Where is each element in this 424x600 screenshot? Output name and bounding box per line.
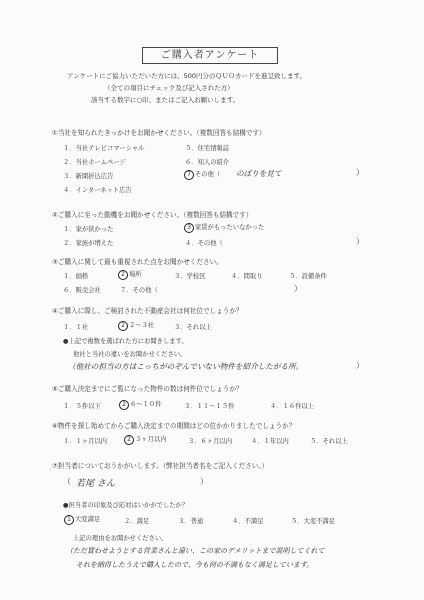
q1-option-2[interactable]: ２．当社ホームページ [63,159,126,166]
q1-other-answer: のぼりを見て [236,169,282,178]
q2-option-3-label: 家賃がもったいなかった [195,224,265,231]
q3-option-5[interactable]: ５．設備条件 [289,273,327,280]
q5-option-1[interactable]: １．５件以下 [63,403,101,410]
q7-option-2[interactable]: ２．満足 [124,518,150,525]
q3-option-7[interactable]: ７．その他（ [120,287,158,294]
q6-question: ⑥物件を探し始めてからご購入決定までの期間はどの位かかりましたでしょうか？ [52,422,296,430]
intro-line-1: アンケートにご協力いただいた方には、500円分のＱＵＯカードを進呈致します。 [67,72,306,80]
q3-close-paren: ） [294,284,302,293]
q7-option-1[interactable] [64,514,100,525]
q7-reason-line-2: それを納得したうえで購入したので、今も何の不満もなく満足しています。 [76,561,314,569]
q5-question: ⑤ご購入決定までにご覧になった物件の数は何件位でしょうか？ [52,385,243,393]
q7-option-3[interactable]: ３．普通 [178,518,204,525]
q1-option-6[interactable]: ６．知人の紹介 [185,159,230,166]
intro-line-3: 該当する数字に○印、またはご記入お願いします。 [91,96,240,104]
q7-staff-name: 若尾 さん [76,479,115,489]
q6-option-2[interactable] [124,434,166,445]
q7-question: ⑦担当者についておうかがいします。（弊社担当者名をご記入ください。） [52,462,269,470]
q4-sub-question-1: ●上記で複数を選ばれた方にお聞きします。 [63,338,188,345]
q3-option-3[interactable]: ３．学校区 [174,273,206,280]
q3-option-6[interactable]: ６．販売会社 [63,287,101,294]
q6-selected-circle: 2 [124,435,134,445]
q2-selected-circle: 3 [184,223,194,233]
q7-option-4[interactable]: ４．不満足 [232,518,264,525]
q7-option-1-label: 大変満足 [75,516,101,523]
q3-selected-circle: 2 [118,270,128,280]
q1-option-4[interactable]: ４．インターネット広告 [63,187,132,194]
q1-option-7[interactable] [184,169,220,180]
q2-question: ②ご購入に至った動機をお聞かせください。（複数回答も結構です） [52,211,253,219]
q5-selected-circle: 2 [119,400,129,410]
q4-option-2-label: ２～３社 [129,322,155,329]
q4-option-2[interactable] [118,320,154,331]
q3-question: ③ご購入に関して最も重視された点をお聞かせください。 [52,258,223,266]
q5-option-3[interactable]: ３．１１～１５件 [184,403,235,410]
q7-sub-question: ●担当者の印象及び応対はいかがでしたか？ [63,502,189,509]
q1-option-7-label: その他（ [195,171,221,178]
q4-answer: （他社の担当の方はこっちがのぞんでいない物件を紹介したがる所。 [68,362,304,371]
survey-title: ご購入者アンケート [142,47,278,64]
intro-line-2: （全ての項目にチェック及び記入された方） [104,84,234,92]
q6-option-3[interactable]: ３．６ヶ月以内 [188,438,233,445]
q3-option-2-label: 場所 [129,271,142,278]
q5-option-2-label: ６～１０件 [130,401,162,408]
q4-close-paren: ） [356,361,364,370]
q6-option-5[interactable]: ５．それ以上 [310,438,348,445]
q2-option-2[interactable]: ２．家族が増えた [63,240,114,247]
q1-option-3[interactable]: ３．新聞折込広告 [63,173,114,180]
q7-selected-circle: 1 [64,515,74,525]
q1-option-1[interactable]: １．当社テレビコマーシャル [63,145,145,152]
q4-selected-circle: 2 [118,321,128,331]
q6-option-2-label: ３ヶ月以内 [135,436,167,443]
q5-option-2[interactable] [119,399,161,410]
q1-close-paren: ） [356,168,364,177]
q3-option-4[interactable]: ４．間取り [231,273,263,280]
q5-option-4[interactable]: ４．１６件以上 [270,403,315,410]
q7-reason-label: 上記の理由をお聞かせください。 [73,535,168,542]
q3-option-2[interactable] [118,269,142,280]
q7-open-paren: （ [63,477,71,486]
q1-question: ①当社を知られたきっかけをお聞かせください。（複数回答も結構です） [52,129,266,137]
q7-option-5[interactable]: ５．大変不満足 [291,518,336,525]
q4-question: ④ご購入に際し、ご検討された不動産会社は何社位でしょうか？ [52,307,243,315]
q1-option-5[interactable]: ５．住宅情報誌 [185,145,230,152]
q3-option-1[interactable]: １．価格 [63,273,89,280]
q2-option-1[interactable]: １．家が狭かった [63,226,114,233]
q6-option-4[interactable]: ４．１年以内 [251,438,289,445]
q6-option-1[interactable]: １．１ヶ月以内 [63,438,108,445]
q4-option-3[interactable]: ３．それ以上 [174,324,212,331]
q1-selected-circle: 7 [184,170,194,180]
q2-option-3[interactable] [184,222,264,233]
q7-close-paren: ） [200,477,208,486]
q2-close-paren: ） [356,237,364,246]
q4-sub-question-2: 他社と当社の違いをお聞かせください。 [73,351,187,358]
q4-option-1[interactable]: １．１社 [63,324,89,331]
q2-option-4[interactable]: ４．その他（ [185,240,223,247]
q7-reason-line-1: （ただ買わせようとする営業さんと違い、この家のデメリットまで説明してくれて [66,547,325,555]
